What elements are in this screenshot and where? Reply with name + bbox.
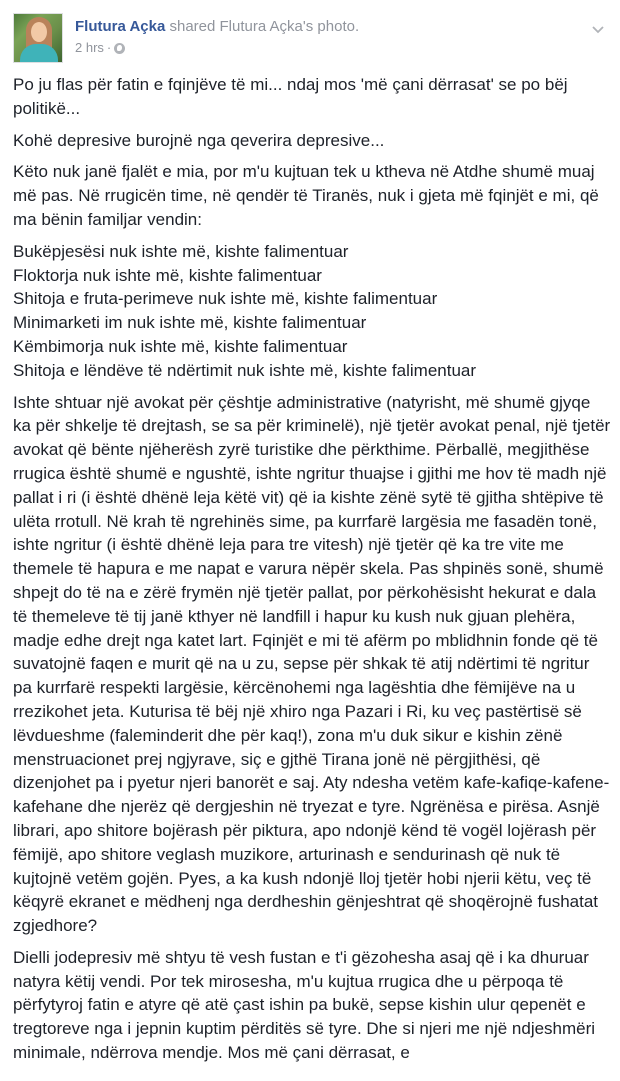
post-title-line [75,17,359,36]
post-header [13,13,607,65]
avatar-face [31,22,47,42]
author-avatar[interactable] [13,13,63,63]
post-paragraph: Këto nuk janë fjalët e mia, por m'u kujtuan tek u ktheva në Atdhe shumë muaj më pas. Në rrugicën time, në qendër të Tiranës, nuk i gjeta më fqinjët e mi, që ma bënin familjar vendin: [13,162,599,229]
post-timestamp[interactable]: 2 hrs [75,40,104,55]
list-line: Këmbimorja nuk ishte më, kishte falimentuar [13,336,348,356]
avatar-body [20,44,58,63]
list-line: Bukëpjesësi nuk ishte më, kishte falimentuar [13,241,349,261]
post-paragraph: Dielli jodepresiv më shtyu të vesh fustan e t'i gëzohesha asaj që i ka dhuruar natyra këtij vendi. Por tek mirosesha, m'u kujtua rrugica dhe u përpoqa të përfytyroj fatin e atyre që atë çast ishin pa bukë, sepse kishin ulur qepenët e tregtoreve nga i jepnin kuptim përditës së tyre. Dhe si njeri me një ndjeshmëri minimale, ndërrova mendje. Mos më çani dërrasat, e [13,947,596,1063]
list-line: Shitoja e fruta-perimeve nuk ishte më, kishte falimentuar [13,289,438,309]
closed-shops-list [13,240,611,383]
list-line: Floktorja nuk ishte më, kishte falimentuar [13,265,322,285]
meta-separator: · [106,40,112,55]
post-paragraph: Ishte shtuar një avokat për çështje administrative (natyrisht, më shumë gjyqe ka për shkelje të drejtash, se sa për kriminelë), një tjetër avokat penal, një tjetër avokat që bënte njëherësh zyrë turistike dhe përkthime. Përballë, megjithëse rrugica është shumë e ngushtë, ishte ngritur thuajse i gjithi me hov të madh një pallat i ri (i është dhënë leja këtë vit) që ia kishte zënë sytë të gjitha shtëpive të ulëta rrotull. Në krah të ngrehinës sime, pa kurrfarë largësia me fasadën tonë, ishte ngritur (i është dhënë leja para tre vitesh) një tjetër që ka tre vite me themele të hapura e me napat e varura nëpër skela. Pas shpinës sonë, shumë shpejt do të na e zërë frymën një tjetër pallat, por përkohësisht hekurat e dala të themeleve të tij janë kthyer në landfill i hapur ku kush nuk gjuan plehëra, madje edhe drejt nga katet lart. Fqinjët e mi të afërm po mblidhnin fonde që të suvatojnë faqen e murit që na u zu, sepse për shkak të atij ndërtimi të ngritur pa kurrfarë respekti largësie, kërcënohemi nga lagështia dhe fëmijëve na u rrezikohet jeta. Kuturisa të bëj një xhiro nga Pazari i Ri, ku veç pastërtisë së lëvdueshme (faleminderit dhe për kaq!), zona m'u duk sikur e kishin zënë menstruacionet prej ngjyrave, siç e gjthë Tirana jonë në përgjithësi, që dizenjohet pa i pyetur njeri banorët e saj. Aty ndesha vetëm kafe-kafiqe-kafene-kafehane dhe njerëz që dergjeshin në tryezat e tyre. Ngrënësa e pirësa. Asnjë librari, apo shitore bojërash për piktura, apo ndonjë kënd të vogël lojërash për fëmijë, apo shitore veglash muzikore, arturinash e sendurinash që nuk të kujtojnë vetëm gojën. Pyes, a ka kush ndonjë lloj tjetër hobi njerii këtu, veç të këqyrë ekranet e mëdhenj nga derdheshin gënjeshtrat që shoqërojnë fushatat zgjedhore? [13,392,611,936]
list-line: Shitoja e lëndëve të ndërtimit nuk ishte më, kishte falimentuar [13,360,477,380]
shared-action-text: shared Flutura Açka's photo. [169,18,360,35]
post-header-text [75,17,359,56]
globe-icon[interactable] [114,43,125,54]
post-meta [75,40,359,56]
author-name-link[interactable]: Flutura Açka [75,18,166,35]
chevron-down-icon[interactable] [591,25,605,35]
post-body [13,73,611,1073]
post-paragraph: Kohë depresive burojnë nga qeverira depresive... [13,130,385,150]
post-paragraph: Po ju flas për fatin e fqinjëve të mi... ndaj mos 'më çani dërrasat' se po bëj politikë... [13,75,568,118]
list-line: Minimarketi im nuk ishte më, kishte falimentuar [13,313,367,333]
